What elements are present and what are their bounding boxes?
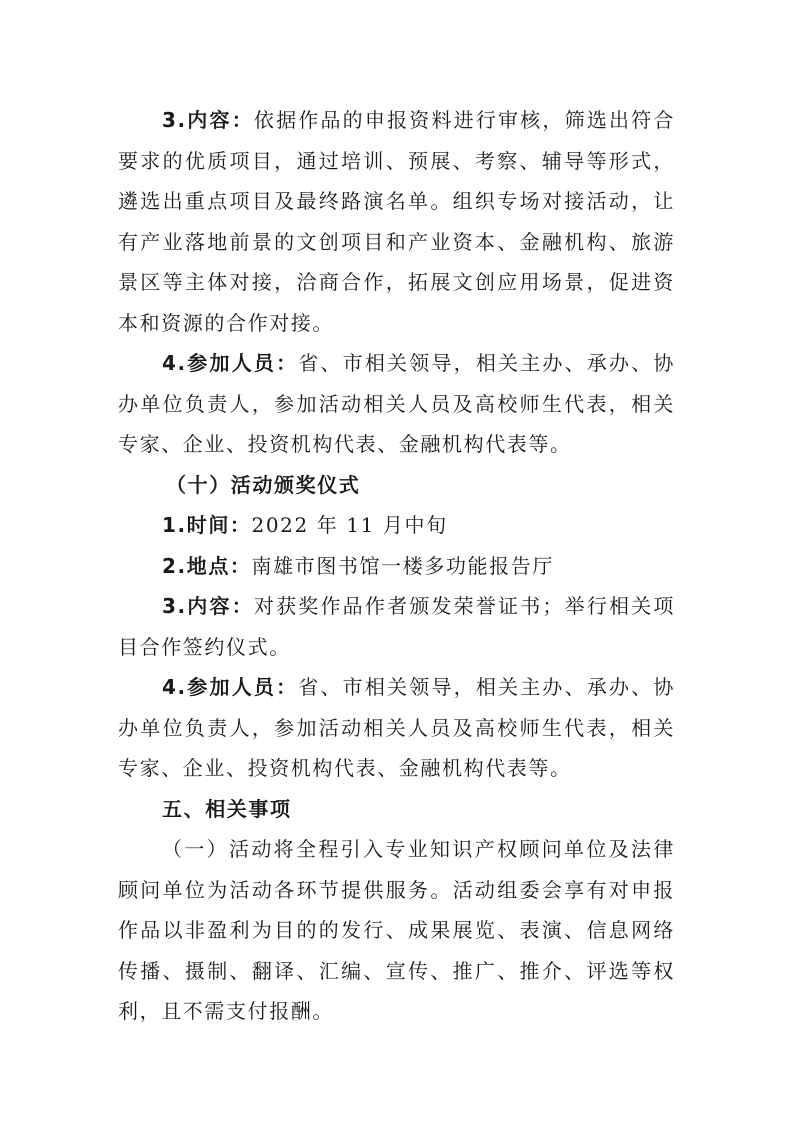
paragraph-text: 省、市相关领导，相关主办、承办、协办单位负责人，参加活动相关人员及高校师生代表，相关专家、企业、投资机构代表、金融机构代表等。 xyxy=(118,351,675,456)
paragraph-label: 2.地点： xyxy=(162,553,252,578)
paragraph-content-review xyxy=(118,100,675,343)
paragraph-label: 4.参加人员： xyxy=(162,675,299,699)
paragraph-label: 3.内容： xyxy=(162,108,254,132)
document-body xyxy=(118,100,675,1032)
section-heading-award-ceremony: （十）活动颁奖仪式 xyxy=(166,472,361,497)
paragraph-ceremony-content xyxy=(118,586,675,667)
paragraph-time xyxy=(118,505,675,546)
paragraph-text: 依据作品的申报资料进行审核，筛选出符合要求的优质项目，通过培训、预展、考察、辅导等形式，遴选出重点项目及最终路演名单。组织专场对接活动，让有产业落地前景的文创项目和产业资本、金融机构、旅游景区等主体对接，洽商合作，拓展文创应用场景，促进资本和资源的合作对接。 xyxy=(118,108,676,335)
paragraph-label: 4.参加人员： xyxy=(162,351,299,375)
section-heading-related-matters: 五、相关事项 xyxy=(162,796,292,821)
paragraph-participants xyxy=(118,343,675,465)
paragraph-text: 南雄市图书馆一楼多功能报告厅 xyxy=(251,553,554,578)
paragraph-text: （一）活动将全程引入专业知识产权顾问单位及法律顾问单位为活动各环节提供服务。活动组委会享有对申报作品以非盈利为目的的发行、成果展览、表演、信息网络传播、摄制、翻译、汇编、宣传、推广、推介、评选等权利，且不需支付报酬。 xyxy=(118,837,675,1023)
paragraph-text: 对获奖作品作者颁发荣誉证书；举行相关项目合作签约仪式。 xyxy=(118,594,676,659)
paragraph-text: 省、市相关领导，相关主办、承办、协办单位负责人，参加活动相关人员及高校师生代表，相关专家、企业、投资机构代表、金融机构代表等。 xyxy=(118,675,675,780)
paragraph-ceremony-participants xyxy=(118,667,675,789)
paragraph-label: 3.内容： xyxy=(162,594,254,618)
paragraph-location xyxy=(118,546,675,587)
paragraph-text: 2022 年 11 月中旬 xyxy=(251,513,448,537)
paragraph-ip-legal-services xyxy=(118,829,675,1032)
paragraph-label: 1.时间： xyxy=(162,513,252,537)
